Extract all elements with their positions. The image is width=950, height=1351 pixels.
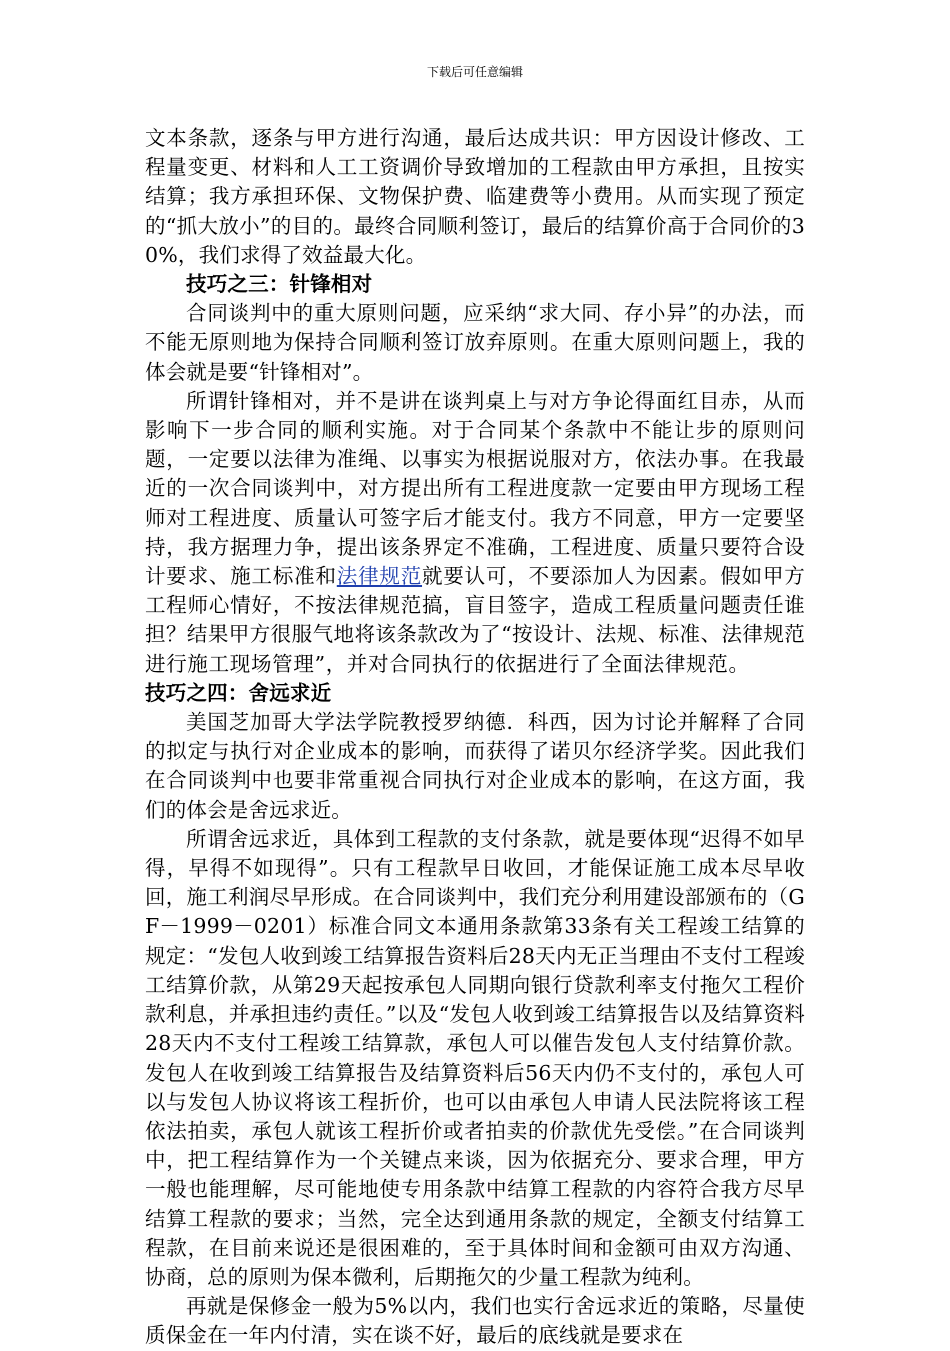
section-heading-3: 技巧之三：针锋相对 [186,272,373,297]
page-header-caption: 下载后可任意编辑 [426,65,523,79]
paragraph-continuation: 文本条款，逐条与甲方进行沟通，最后达成共识：甲方因设计修改、工程量变更、材料和人工工资调价导致增加的工程款由甲方承担，且按实结算；我方承担环保、文物保护费、临建费等小费用。从而实现了预定的“抓大放小”的目的。最终合同顺利签订，最后的结算价高于合同价的30%，我们求得了效益最大化。 [145,126,805,267]
paragraph-text: 就要认可，不要添加人为因素。假如甲方工程师心情好，不按法律规范搞，盲目签字，造成工程质量问题责任谁担？结果甲方很服气地将该条款改为了“按设计、法规、标准、法律规范进行施工现场管理”，并对合同执行的依据进行了全面法律规范。 [145,564,805,676]
paragraph-with-link [145,387,805,708]
paragraph: 美国芝加哥大学法学院教授罗纳德．科西，因为讨论并解释了合同的拟定与执行对企业成本的影响，而获得了诺贝尔经济学奖。因此我们在合同谈判中也要非常重视合同执行对企业成本的影响，在这方面，我们的体会是舍远求近。 [145,710,805,822]
paragraph: 合同谈判中的重大原则问题，应采纳“求大同、存小异”的办法，而不能无原则地为保持合同顺利签订放弃原则。在重大原则问题上，我的体会就是要“针锋相对”。 [145,301,805,384]
section-heading-4: 技巧之四：舍远求近 [145,680,332,705]
document-body [145,124,805,1351]
paragraph: 所谓舍远求近，具体到工程款的支付条款，就是要体现“迟得不如早得，早得不如现得”。只有工程款早日收回，才能保证施工成本尽早收回，施工利润尽早形成。在合同谈判中，我们充分利用建设部颁布的（GF－1999－0201）标准合同文本通用条款第33条有关工程竣工结算的规定：“发包人收到竣工结算报告资料后28天内无正当理由不支付工程竣工结算价款，从第29天起按承包人同期向银行贷款利率支付拖欠工程价款利息，并承担违约责任。”以及“发包人收到竣工结算报告以及结算资料28天内不支付工程竣工结算款，承包人可以催告发包人支付结算价款。发包人在收到竣工结算报告及结算资料后56天内仍不支付的，承包人可以与发包人协议将该工程折价，也可以由承包人申请人民法院将该工程依法拍卖，承包人就该工程折价或者拍卖的价款优先受偿。”在合同谈判中，把工程结算作为一个关键点来谈，因为依据充分、要求合理，甲方一般也能理解，尽可能地使专用条款中结算工程款的内容符合我方尽早结算工程款的要求；当然，完全达到通用条款的规定，全额支付结算工程款，在目前来说还是很困难的，至于具体时间和金额可由双方沟通、协商，总的原则为保本微利，后期拖欠的少量工程款为纯利。 [145,826,805,1289]
paragraph-text: 所谓针锋相对，并不是讲在谈判桌上与对方争论得面红目赤，从而影响下一步合同的顺利实施。对于合同某个条款中不能让步的原则问题，一定要以法律为准绳、以事实为根据说服对方，依法办事。在我最近的一次合同谈判中，对方提出所有工程进度款一定要由甲方现场工程师对工程进度、质量认可签字后才能支付。我方不同意，甲方一定要坚持，我方据理力争，提出该条界定不准确，工程进度、质量只要符合设计要求、施工标准和 [145,388,805,589]
legal-norms-link[interactable]: 法律规范 [336,564,423,589]
paragraph: 再就是保修金一般为5%以内，我们也实行舍远求近的策略，尽量使质保金在一年内付清，实在谈不好，最后的底线就是要求在 [145,1294,805,1348]
